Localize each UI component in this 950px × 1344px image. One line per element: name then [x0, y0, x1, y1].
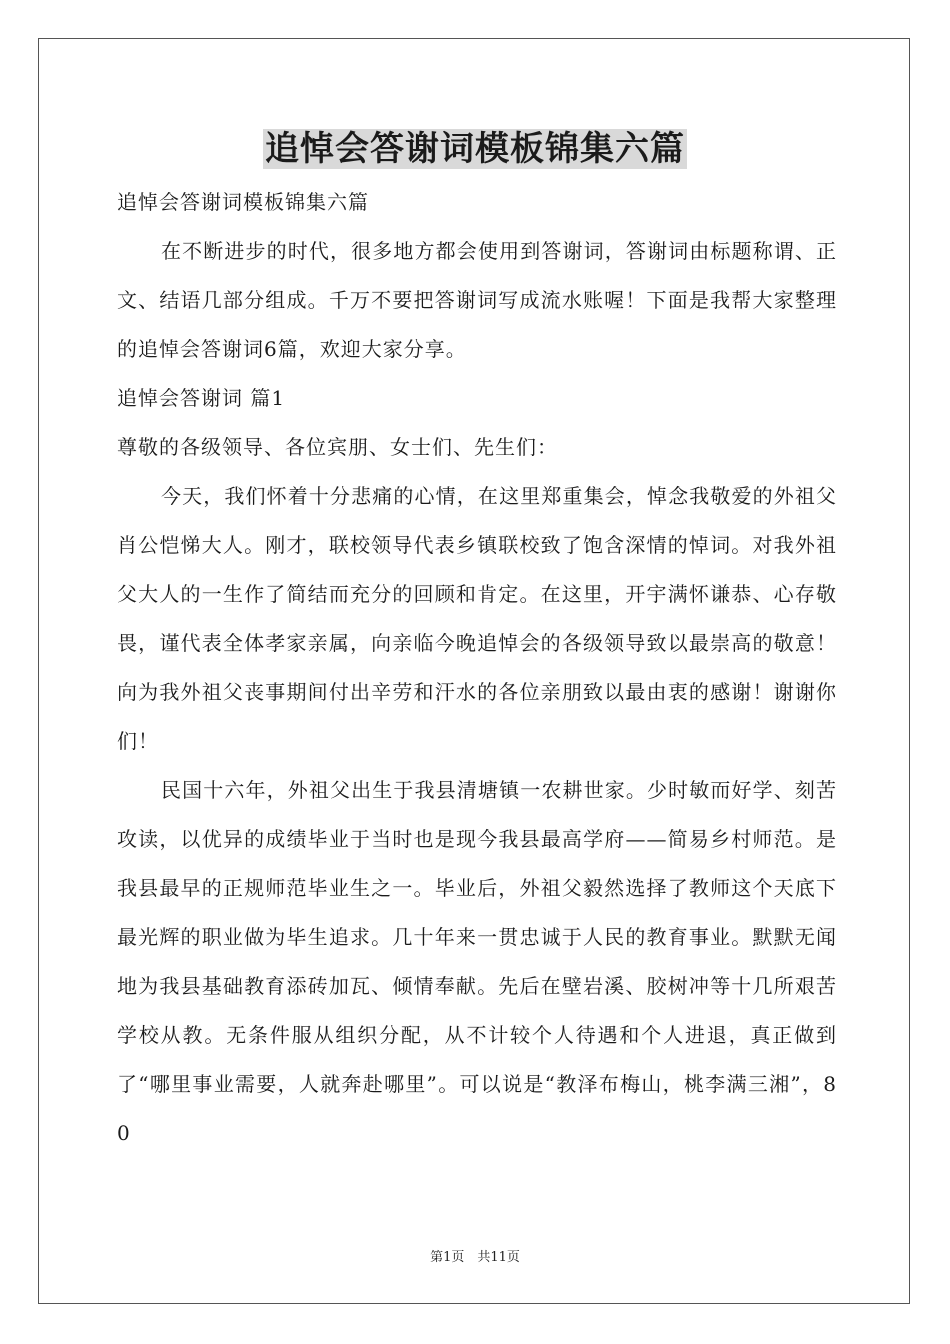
page-number-footer: 第1页 共11页 [430, 1250, 520, 1265]
paragraph-body-1: 今天，我们怀着十分悲痛的心情，在这里郑重集会，悼念我敬爱的外祖父肖公恺悌大人。刚才，联校领导代表乡镇联校致了饱含深情的悼词。对我外祖父大人的一生作了简结而充分的回顾和肯定。在这里，开宇满怀谦恭、心存敬畏，谨代表全体孝家亲属，向亲临今晚追悼会的各级领导致以最崇高的敬意！向为我外祖父丧事期间付出辛劳和汗水的各位亲朋致以最由衷的感谢！谢谢你们！ [117, 484, 837, 753]
paragraph-intro: 在不断进步的时代，很多地方都会使用到答谢词，答谢词由标题称谓、正文、结语几部分组成。千万不要把答谢词写成流水账喔！下面是我帮大家整理的追悼会答谢词6篇，欢迎大家分享。 [117, 239, 837, 361]
paragraph-body-2: 民国十六年，外祖父出生于我县清塘镇一农耕世家。少时敏而好学、刻苦攻读，以优异的成绩毕业于当时也是现今我县最高学府——简易乡村师范。是我县最早的正规师范毕业生之一。毕业后，外祖父毅然选择了教师这个天底下最光辉的职业做为毕生追求。几十年来一贯忠诚于人民的教育事业。默默无闻地为我县基础教育添砖加瓦、倾情奉献。先后在壁岩溪、胶树冲等十几所艰苦学校从教。无条件服从组织分配，从不计较个人待遇和个人进退，真正做到了“哪里事业需要，人就奔赴哪里”。可以说是“教泽布梅山，桃李满三湘”，80 [117, 778, 837, 1145]
section-heading: 追悼会答谢词 篇1 [117, 386, 286, 410]
document-title-text: 追悼会答谢词模板锦集六篇 [265, 129, 685, 169]
document-title [0, 124, 950, 174]
document-subtitle: 追悼会答谢词模板锦集六篇 [117, 190, 369, 214]
document-body [117, 178, 837, 1158]
salutation: 尊敬的各级领导、各位宾朋、女士们、先生们： [117, 435, 558, 459]
